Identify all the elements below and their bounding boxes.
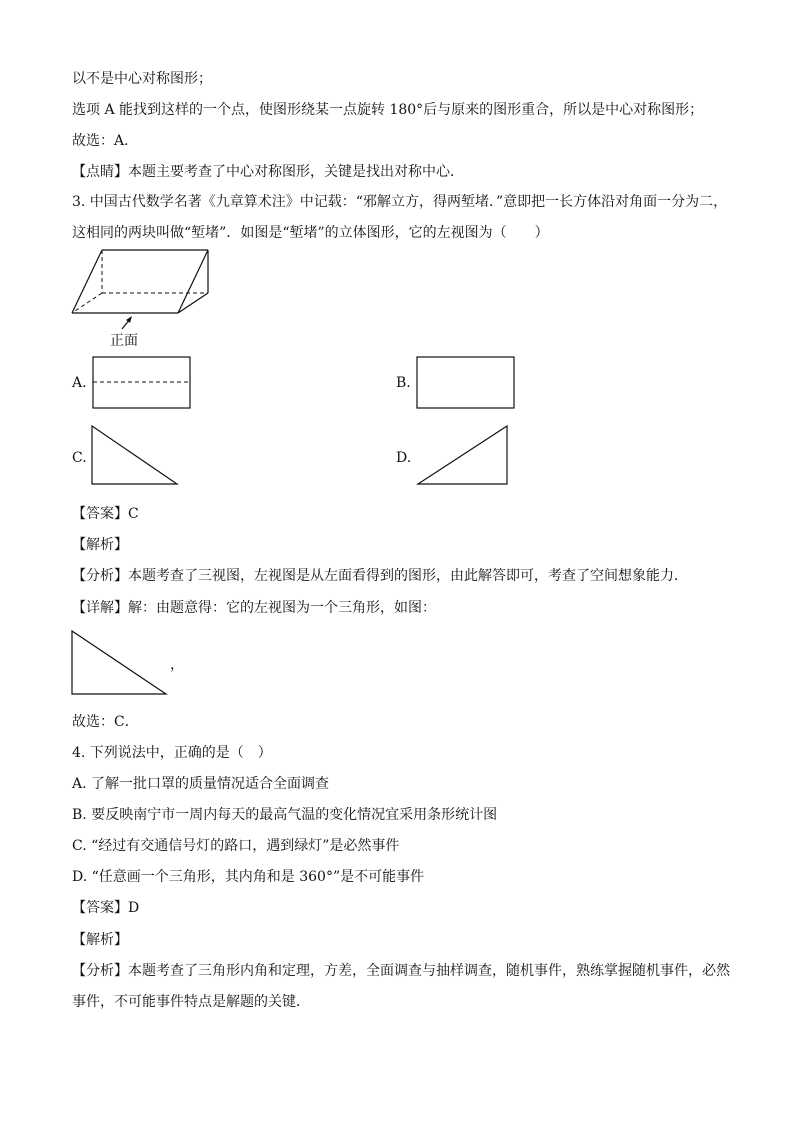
q3-analysis-title: 【解析】 xyxy=(72,537,128,553)
q3-analysis: 【分析】本题考查了三视图，左视图是从左面看得到的图形，由此解答即可，考查了空间想象能力． xyxy=(72,568,688,584)
q4-option-c: C. “经过有交通信号灯的路口，遇到绿灯”是必然事件 xyxy=(72,838,400,854)
option-a-rectangle-dashed xyxy=(92,356,192,410)
option-c-label: C. xyxy=(72,450,87,466)
front-view-label: 正面 xyxy=(110,333,138,349)
q4-answer: 【答案】D xyxy=(72,900,140,916)
paragraph: 以不是中心对称图形； xyxy=(72,71,212,87)
q3-detail: 【详解】解：由题意得：它的左视图为一个三角形，如图： xyxy=(72,600,436,616)
option-d-label: D. xyxy=(396,450,412,466)
question-4-stem: 4. 下列说法中，正确的是（ ） xyxy=(72,745,272,761)
qiandu-solid-figure xyxy=(70,248,220,328)
option-b-rectangle xyxy=(416,356,516,410)
comma: ， xyxy=(170,657,184,673)
q4-analysis: 【分析】本题考查了三角形内角和定理，方差，全面调查与抽样调查，随机事件，熟练掌握随机事件，必然事件，不可能事件特点是解题的关键． xyxy=(72,963,730,1010)
paragraph: 选项 A 能找到这样的一个点，使图形绕某一点旋转 180°后与原来的图形重合，所以是中心对称图形； xyxy=(72,102,704,118)
question-3-stem: 3. 中国古代数学名著《九章算术注》中记载：“邪解立方，得两堑堵．”意即把一长方体沿对角面一分为二，这相同的两块叫做“堑堵”．如图是“堑堵”的立体图形，它的左视图为（ ） xyxy=(72,194,728,241)
option-c-triangle xyxy=(90,424,180,486)
option-b-label: B. xyxy=(396,375,411,391)
left-view-triangle xyxy=(71,630,169,696)
q4-option-a: A. 了解一批口罩的质量情况适合全面调查 xyxy=(72,776,330,792)
q4-analysis-title: 【解析】 xyxy=(72,932,128,948)
option-d-triangle xyxy=(416,424,510,486)
option-a-label: A. xyxy=(72,375,87,391)
q4-option-d: D. “任意画一个三角形，其内角和是 360°”是不可能事件 xyxy=(72,869,425,885)
paragraph: 故选：A． xyxy=(72,133,139,149)
q3-answer: 【答案】C xyxy=(72,506,139,522)
key-point-paragraph: 【点睛】本题主要考查了中心对称图形，关键是找出对称中心． xyxy=(72,164,464,180)
q4-option-b: B. 要反映南宁市一周内每天的最高气温的变化情况宜采用条形统计图 xyxy=(72,807,498,823)
q3-choose: 故选：C． xyxy=(72,714,139,730)
